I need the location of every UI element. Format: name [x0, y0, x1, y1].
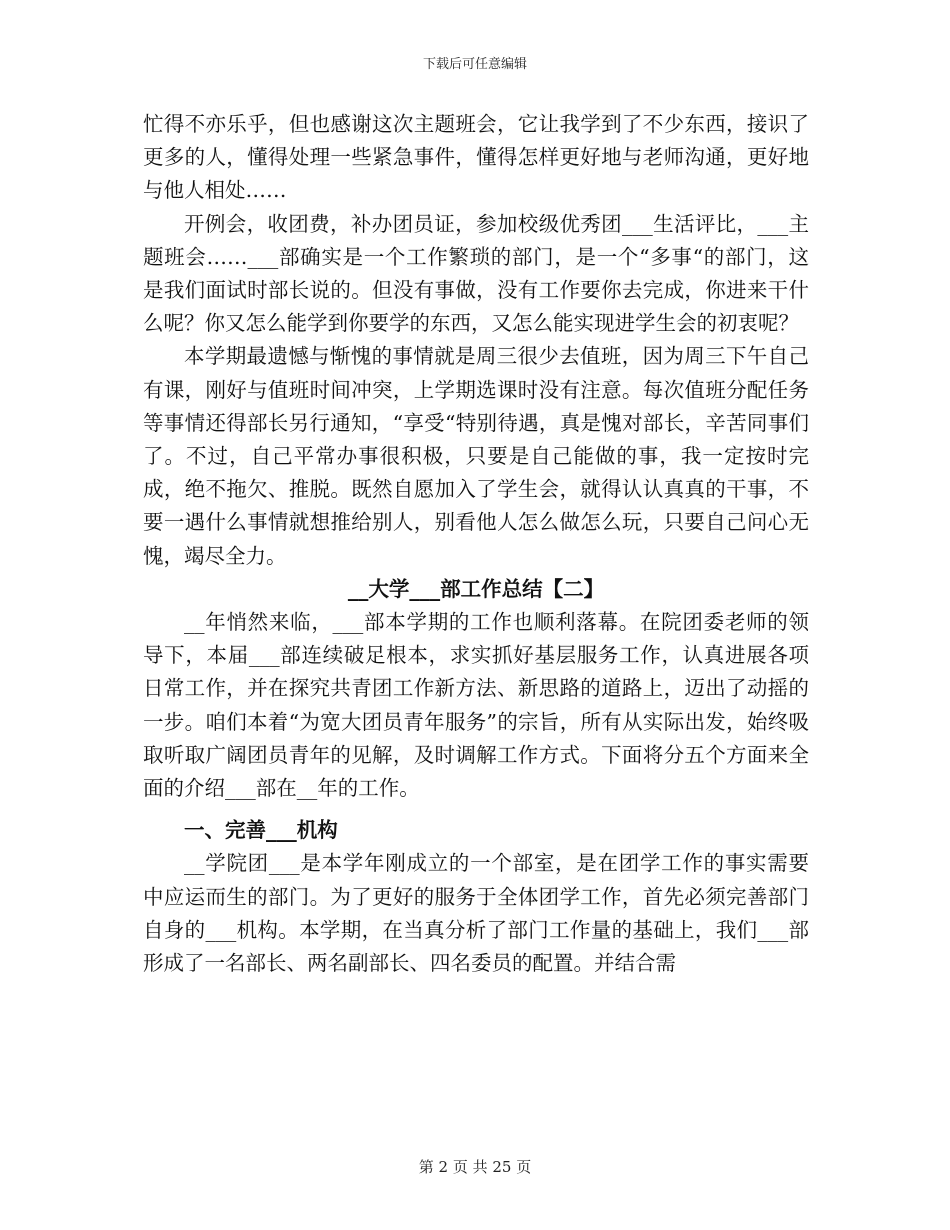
paragraph-organization: __学院团___是本学年刚成立的一个部室，是在团学工作的事实需要中应运而生的部门。为了更好的服务于全体团学工作，首先必须完善部门自身的___机构。本学期，在当真分析了部门工作量的基础上，我们___部形成了一名部长、两名副部长、四名委员的配置。并结合需 [143, 851, 809, 976]
section-title: __大学___部工作总结【二】 [347, 576, 605, 601]
subheading-organization: 一、完善___机构 [184, 818, 338, 843]
paragraph-meetings: 开例会，收团费，补办团员证，参加校级优秀团___生活评比，___主题班会……___部确实是一个工作繁琐的部门，是一个“多事“的部门，这是我们面试时部长说的。但没有事做，没有工作要你去完成，你进来干什么呢？你又怎么能学到你要学的东西，又怎么能实现进学生会的初衷呢？ [143, 211, 809, 336]
page-header: 下载后可任意编辑 [422, 57, 527, 72]
page-footer: 第 2 页 共 25 页 [418, 1158, 532, 1176]
paragraph-summary-intro: __年悄然来临，___部本学期的工作也顺利落幕。在院团委老师的领导下，本届___部连续破足根本，求实抓好基层服务工作，认真进展各项日常工作，并在探究共青团工作新方法、新思路的道路上，迈出了动摇的一步。咱们本着“为宽大团员青年服务”的宗旨，所有从实际出发，始终吸取听取广阔团员青年的见解，及时调解工作方式。下面将分五个方面来全面的介绍___部在__年的工作。 [143, 610, 809, 801]
document-body [143, 108, 809, 980]
paragraph-regrets: 本学期最遗憾与惭愧的事情就是周三很少去值班，因为周三下午自己有课，刚好与值班时间冲突，上学期选课时没有注意。每次值班分配任务等事情还得部长另行通知，“享受“特别待遇，真是愧对部长，辛苦同事们了。不过，自己平常办事很积极，只要是自己能做的事，我一定按时完成，绝不拖欠、推脱。既然自愿加入了学生会，就得认认真真的干事，不要一遇什么事情就想推给别人，别看他人怎么做怎么玩，只要自己问心无愧，竭尽全力。 [143, 344, 809, 568]
paragraph-continued: 忙得不亦乐乎，但也感谢这次主题班会，它让我学到了不少东西，接识了更多的人，懂得处理一些紧急事件，懂得怎样更好地与老师沟通，更好地与他人相处…… [143, 112, 809, 203]
